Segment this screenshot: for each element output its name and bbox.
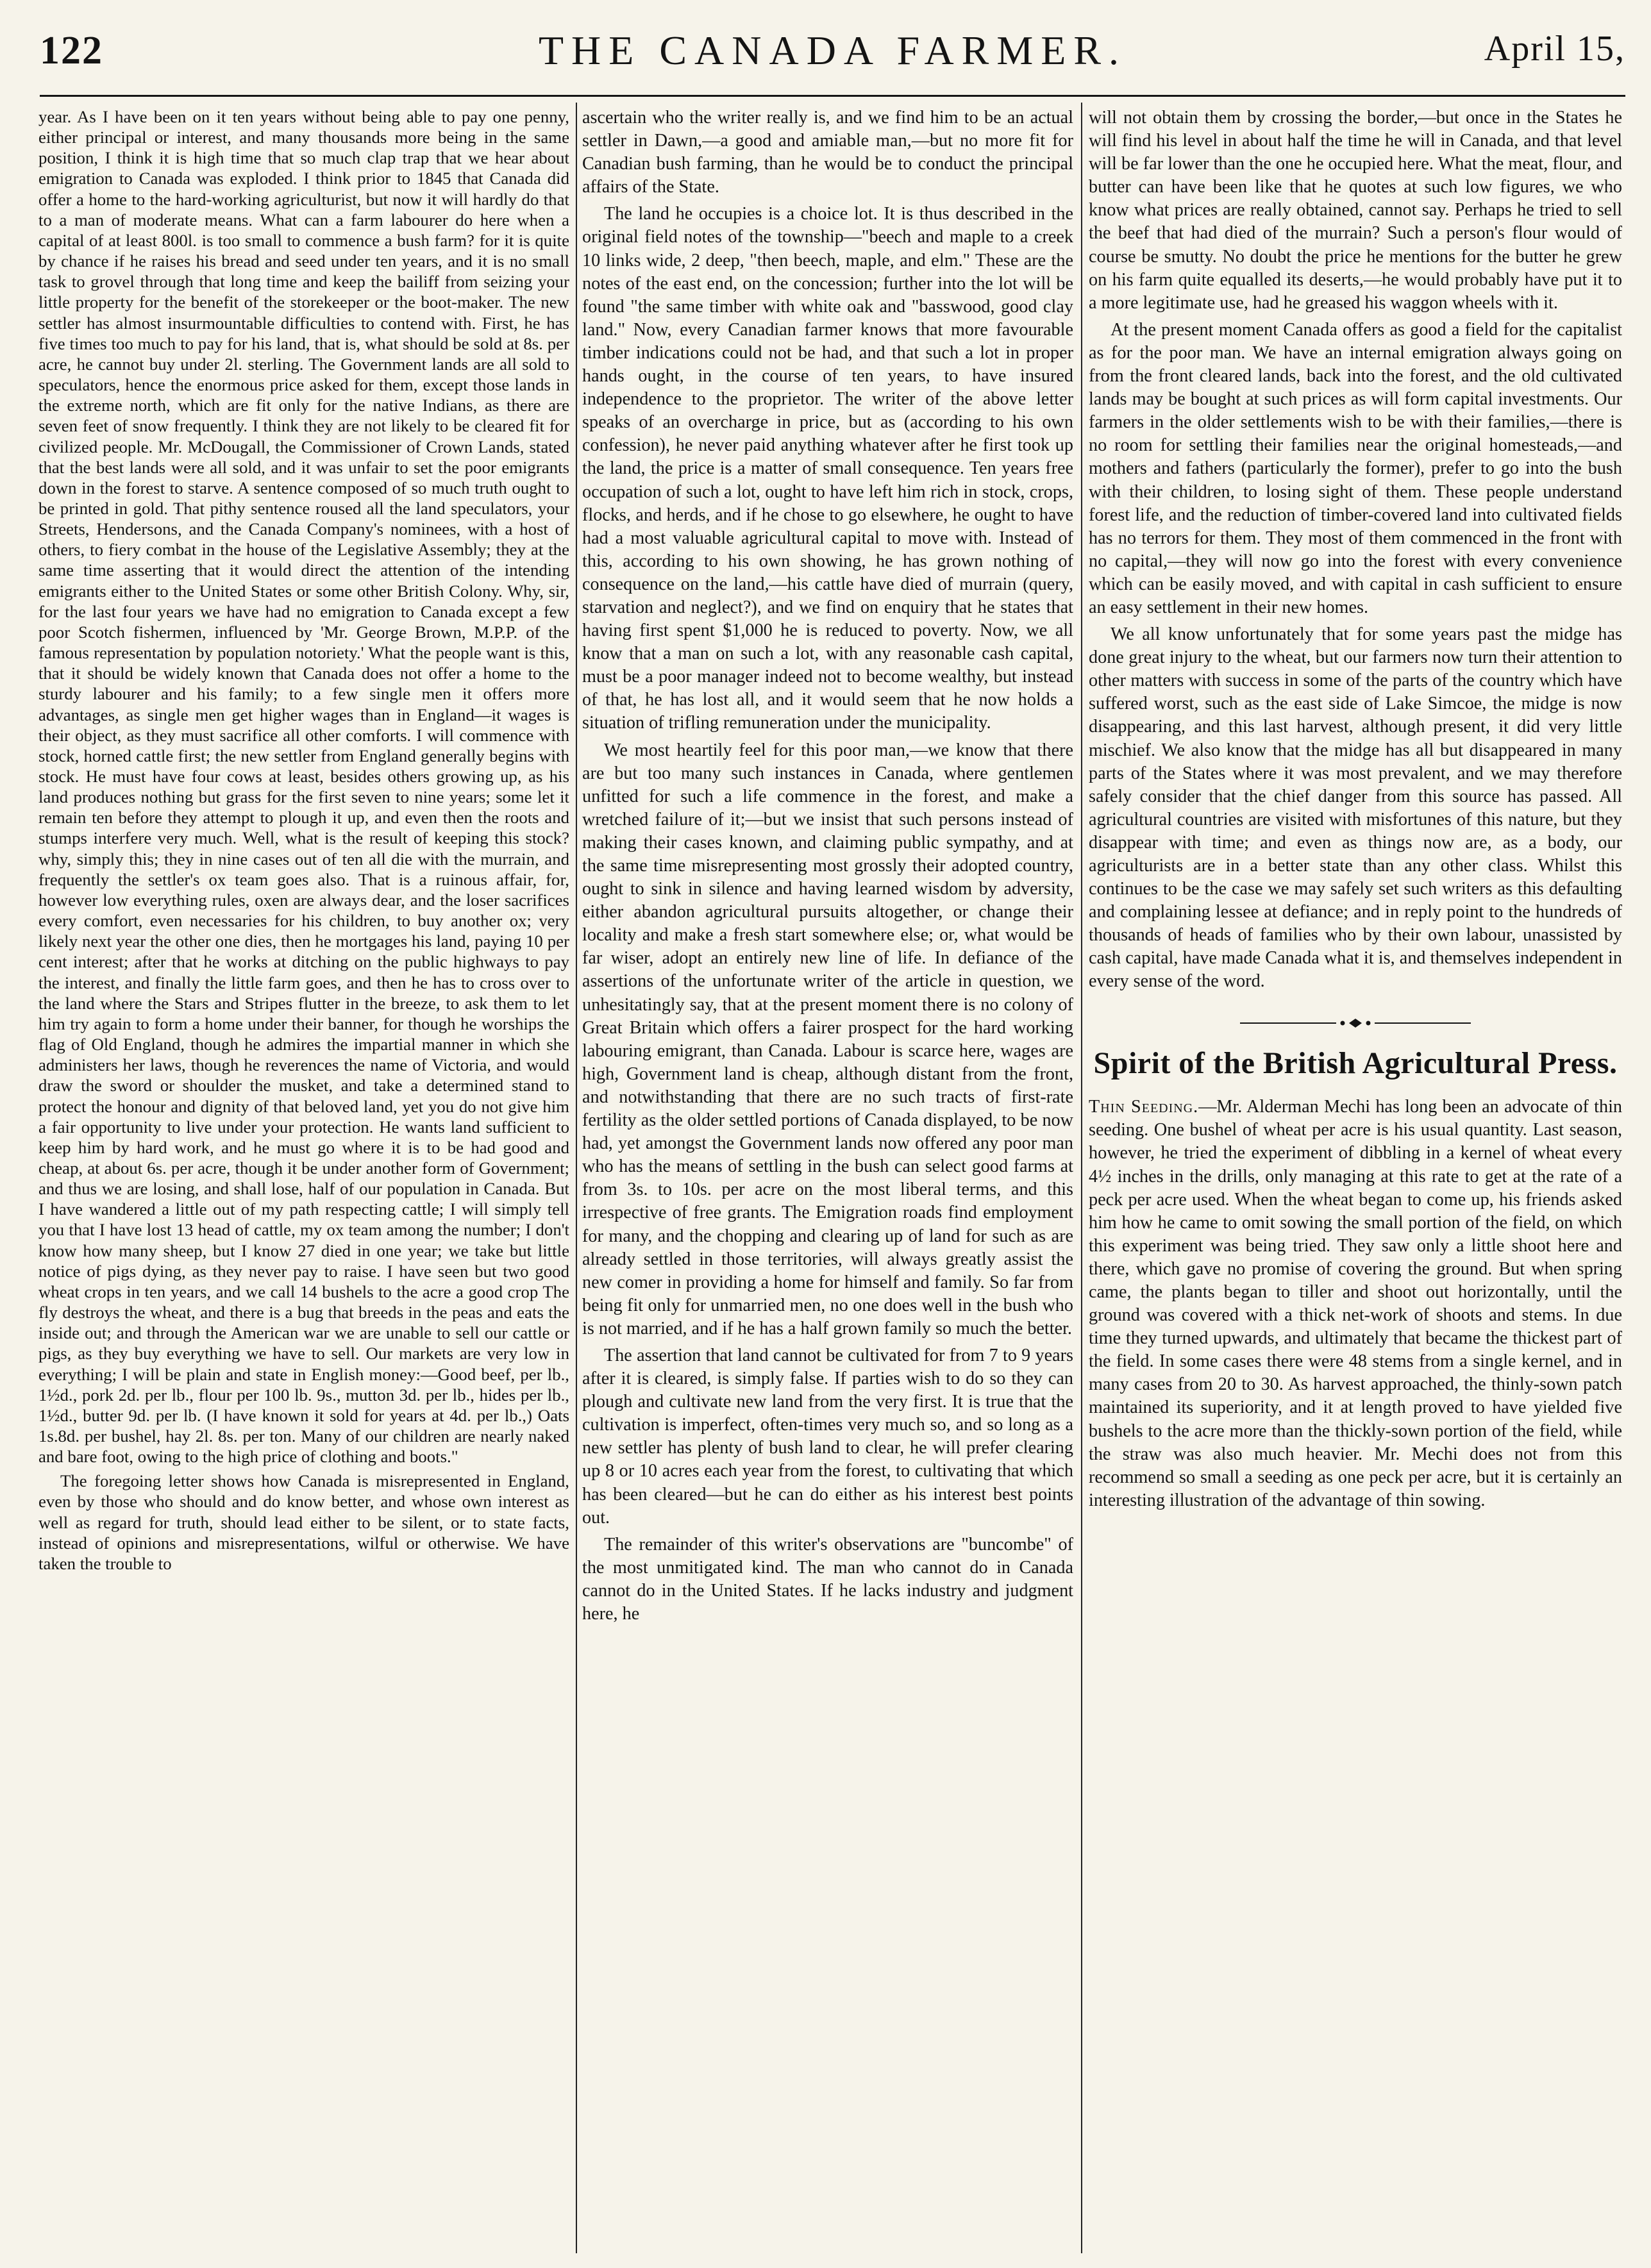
paragraph: At the present moment Canada offers as good a field for the capitalist as for the poor man. We have an internal emigration always going on from the front cleared lands, back into the forest, and the old cultivated lands may be bought at such prices as will form capital investments. Our farmers in the older settlements wish to be with their families,—there is no room for settling their families near the original homesteads,—and mothers and fathers (particularly the former), prefer to go into the bush with their children, to losing sight of them. These people understand forest life, and the reduction of timber-covered land into cultivated fields has no terrors for them. They most of them commenced in the front with no capital,—they will now go into the forest with every convenience which can be easily moved, and with capital in cash sufficient to ensure an easy settlement in their new homes.	[1089, 319, 1622, 617]
paragraph: The land he occupies is a choice lot. It is thus described in the original field notes of the township—"beech and maple to a creek 10 links wide, 2 deep, "then beech, maple, and elm." These are the notes of the east end, on the concession; further into the lot will be found "the same timber with white oak and "basswood, good clay land." Now, every Canadian farmer knows that more favourable timber indications could not be had, and that such a lot in proper hands ought, in the course of ten years, to have insured independence to the proprietor. The writer of the above letter speaks of an overcharge in price, but as (according to his own confession), he never paid anything whatever after he first took up the land, the price is a matter of small consequence. Ten years free occupation of such a lot, ought to have left him rich in stock, crops, flocks, and herds, and if he chose to go elsewhere, he ought to have had a most valuable agricultural capital to move with. Instead of this, according to his own showing, he has grown nothing of consequence on the land,—his cattle have died of murrain (query, starvation and neglect?), and we find on enquiry that he states that having first spent $1,000 he is reduced to poverty. Now, we all know that a man on such a lot, with any reasonable cash capital, must be a poor manager indeed not to become wealthy, but instead of that, he has lost all, and it would seem that he now holds a situation of trifling remuneration under the municipality.	[582, 204, 1073, 733]
article-body: —Mr. Alderman Mechi has long been an advocate of thin seeding. One bushel of wheat per acre is his usual quantity. Last season, however, he tried the experiment of dibbling in a kernel of wheat every 4½ inches in the drills, only managing at this rate to get at the rate of a peck per acre used. When the wheat began to come up, his friends asked him how he came to omit sowing the small portion of the field, on which this experiment was being tried. They saw only a little shoot here and there, which gave no promise of covering the ground. But when spring came, the plants began to tiller and shoot out horizontally, until the ground was covered with a thick net-work of shoots and stems. In due time they turned upwards, and ultimately that became the thickest part of the field. In some cases there were 48 stems from a single kernel, and in many cases from 20 to 30. As harvest approached, the thinly-sown patch maintained its superiority, and it at length proved to have yielded five bushels to the acre more than the thickly-sown portion of the field, while the straw was also much heavier. Mr. Mechi does not from this recommend so small a seeding as one peck per acre, but it is certainly an interesting illustration of the advantage of thin sowing.	[1089, 1097, 1622, 1510]
header-rule	[40, 95, 1625, 97]
paragraph: will not obtain them by crossing the border,—but once in the States he will find his level in about half the time he will in Canada, and that level will be far lower than the one he occupied here. What the meat, flour, and butter can have been like that he quotes at such low figures, we who know what prices are really obtained, cannot say. Perhaps he tried to sell the beef that had died of the murrain? Such a person's flour would of course be smutty. No doubt the price he mentions for the butter he grew on his farm quite equalled its deserts,—he would probably have put it to a more legitimate use, had he greased his waggon wheels with it.	[1089, 108, 1622, 313]
column-2	[582, 106, 1073, 2251]
paragraph: We all know unfortunately that for some years past the midge has done great injury to the wheat, but our farmers now turn their attention to other matters with success in some of the parts of the country which have suffered worst, such as the east side of Lake Simcoe, the midge is now disappearing, and this last harvest, although present, it did very little mischief. We also know that the midge has all but disappeared in many parts of the States where it was most prevalent, and we may therefore safely consider that the chief danger from this source has passed. All agricultural countries are visited with misfortunes of this nature, but they disappear with time; and even as things now are, as a body, our agriculturists are in a better state than any other class. Whilst this continues to be the case we may safely set such writers as this defaulting and complaining lessee at defiance; and in reply point to the hundreds of thousands of heads of families who by their own labour, unassisted by cash capital, have made Canada what it is, and themselves independent in every sense of the word.	[1089, 624, 1622, 992]
masthead-title: THE CANADA FARMER.	[538, 28, 1127, 73]
page-number: 122	[40, 29, 103, 72]
column-divider	[576, 103, 577, 2253]
paragraph: year. As I have been on it ten years without being able to pay one penny, either principal or interest, and many thousands more being in the same position, I think it is high time that so much clap trap that we hear about emigration to Canada was exploded. I think prior to 1845 that Canada did offer a home to the hard-working agriculturist, but now it will hardly do that to a man of moderate means. What can a farm labourer do here when a capital of at least 800l. is too small to commence a bush farm? for it is quite by chance if he raises his bread and seed under ten years, and it is no small task to grovel through that long time and keep the bailiff from seizing your little property for the benefit of the storekeeper or the boot-maker. The new settler has almost insurmountable difficulties to contend with. First, he has five times too much to pay for his land, that is, what should be sold at 8s. per acre, he cannot buy under 2l. sterling. The Government lands are all sold to speculators, hence the enormous price asked for them, except those lands in the extreme north, which are fit only for the native Indians, as there are seven feet of snow frequently. I think they are not likely to be cleared fit for civilized people. Mr. McDougall, the Commissioner of Crown Lands, stated that the best lands were all sold, and it was unfair to set the poor emigrants down in the forest to starve. A sentence composed of so much truth ought to be printed in gold. That pithy sentence roused all the land speculators, your Streets, Hendersons, and the Canada Company's nominees, with a host of others, to fiery combat in the house of the Legislative Assembly; they at the same time asserting that it would direct the attention of the intending emigrants either to the United States or some other British Colony. Why, sir, for the last four years we have had no emigration to Canada except a few poor Scotch fishermen, influenced by 'Mr. George Brown, M.P.P. of the famous representation by population notoriety.' What the people want is this, that it should be widely known that Canada does not offer a home to the sturdy labourer and his family; to a few single men it offers more advantages, as single men get higher wages than in England—it wages is their object, as they must sacrifice all other comforts. I will commence with stock, horned cattle first; the new settler from England generally begins with stock. He must have four cows at least, besides others growing up, as his land produces nothing but grass for the first seven to nine years; some let it remain ten before they attempt to plough it up, and even then the roots and stumps interfere very much. Well, what is the result of keeping this stock? why, simply this; they in nine cases out of ten all die with the murrain, and frequently the settler's ox team goes also. That is a ruinous affair, for, however low everything rules, oxen are always dear, and the loser sacrifices every comfort, even necessaries for his children, to buy another ox; very likely next year the other one dies, then he mortgages his land, paying 10 per cent interest; after that he works at ditching on the public highways to pay the interest, and finally the little farm goes, and then he has to cross over to the land where the Stars and Stripes flutter in the breeze, to ask them to let him try again to form a home under their banner, for though he worships the flag of Old England, though he admires the impartial manner in which she administers her laws, though he reverences the name of Victoria, and would draw the sword or shoulder the musket, and take a determined stand to protect the honour and dignity of that beloved land, yet you do not give him a fair opportunity to live under your protection. He wants land sufficient to keep him by hard work, and he must go where it is to be had good and cheap, at about 6s. per acre, though it be under another form of Government; and thus we are losing, and shall lose, half of our population in Canada. But I have wandered a little out of my path respecting cattle; I will simply tell you that I have lost 13 head of cattle, my ox team among the number; I don't know how many sheep, but I know 27 died in one year; we take but little notice of pigs dying, as they never pay to raise. I have seen but two good wheat crops in ten years, and we call 14 bushels to the acre a good crop The fly destroys the wheat, and there is a bug that breeds in the peas and eats the inside out; and through the American war we are unable to sell our cattle or pigs, as they buy everything we have to sell. Our markets are very low in everything; I will be plain and state in English money:—Good beef, per lb., 1½d., pork 2d. per lb., flour per 100 lb. 9s., mutton 3d. per lb., hides per lb., 1½d., butter 9d. per lb. (I have known it sold for years at 4d. per lb.,) Oats 1s.8d. per bushel, hay 2l. 8s. per ton. Many of our children are nearly naked and bare foot, owing to the high price of clothing and boots."	[38, 107, 569, 1467]
column-divider	[1081, 103, 1082, 2253]
paragraph: The foregoing letter shows how Canada is misrepresented in England, even by those who should and do know better, and whose own interest as well as regard for truth, should lead either to be silent, or to state facts, instead of opinions and misrepresentations, wilful or otherwise. We have taken the trouble to	[38, 1471, 569, 1573]
article-paragraph	[1089, 1096, 1622, 1512]
article-lead: Thin Seeding.	[1089, 1097, 1199, 1117]
paragraph: The remainder of this writer's observations are "buncombe" of the most unmitigated kind. The man who cannot do in Canada cannot do in the United States. If he lacks industry and judgment here, he	[582, 1534, 1073, 1624]
column-3	[1089, 106, 1622, 2251]
ornamental-separator	[1089, 1012, 1622, 1035]
column-1	[38, 106, 569, 2251]
issue-date: April 15,	[1484, 29, 1625, 69]
section-heading: Spirit of the British Agricultural Press.	[1093, 1046, 1618, 1080]
paragraph: ascertain who the writer really is, and we find him to be an actual settler in Dawn,—a good and amiable man,—but no more fit for Canadian bush farming, than he would be to conduct the principal affairs of the State.	[582, 108, 1073, 197]
paragraph: The assertion that land cannot be cultivated for from 7 to 9 years after it is cleared, is simply false. If parties wish to do so they can plough and cultivate new land from the very first. It is true that the cultivation is imperfect, often-times very much so, and so long as a new settler has plenty of bush land to clear, he will prefer clearing up 8 or 10 acres each year from the forest, to cultivating that which has been cleared—but he can do either as his interest best points out.	[582, 1345, 1073, 1528]
paragraph: We most heartily feel for this poor man,—we know that there are but too many such instances in Canada, where gentlemen unfitted for such a life commence in the forest, and make a wretched failure of it;—but we insist that such persons instead of making their cases known, and claiming public sympathy, and at the same time misrepresenting most grossly their adopted country, ought to sink in silence and having learned wisdom by adversity, either abandon agricultural pursuits altogether, or change their locality and make a fresh start somewhere else; or, what would be far wiser, adopt an entirely new line of life. In defiance of the assertions of the unfortunate writer of the article in question, we unhesitatingly say, that at the present moment there is no colony of Great Britain which offers a fairer prospect for the hard working labouring emigrant, than Canada. Labour is scarce here, wages are high, Government land is cheap, although distant from the front, and notwithstanding that there are no such tracts of first-rate fertility as the older settled portions of Canada displayed, to be now had, yet amongst the Government lands now offered any poor man who has the means of settling in the bush can select good farms at from 3s. to 10s. per acre on the most liberal terms, and this irrespective of free grants. The Emigration roads find employment for many, and the chopping and clearing up of land for such as are already settled in those territories, will always greatly assist the new comer in providing a home for himself and family. So far from being fit only for unmarried men, no one does well in the bush who is not married, and if he has a half grown family so much the better.	[582, 740, 1073, 1338]
page-header	[40, 18, 1625, 95]
ornament-rule-icon	[1240, 1018, 1471, 1028]
